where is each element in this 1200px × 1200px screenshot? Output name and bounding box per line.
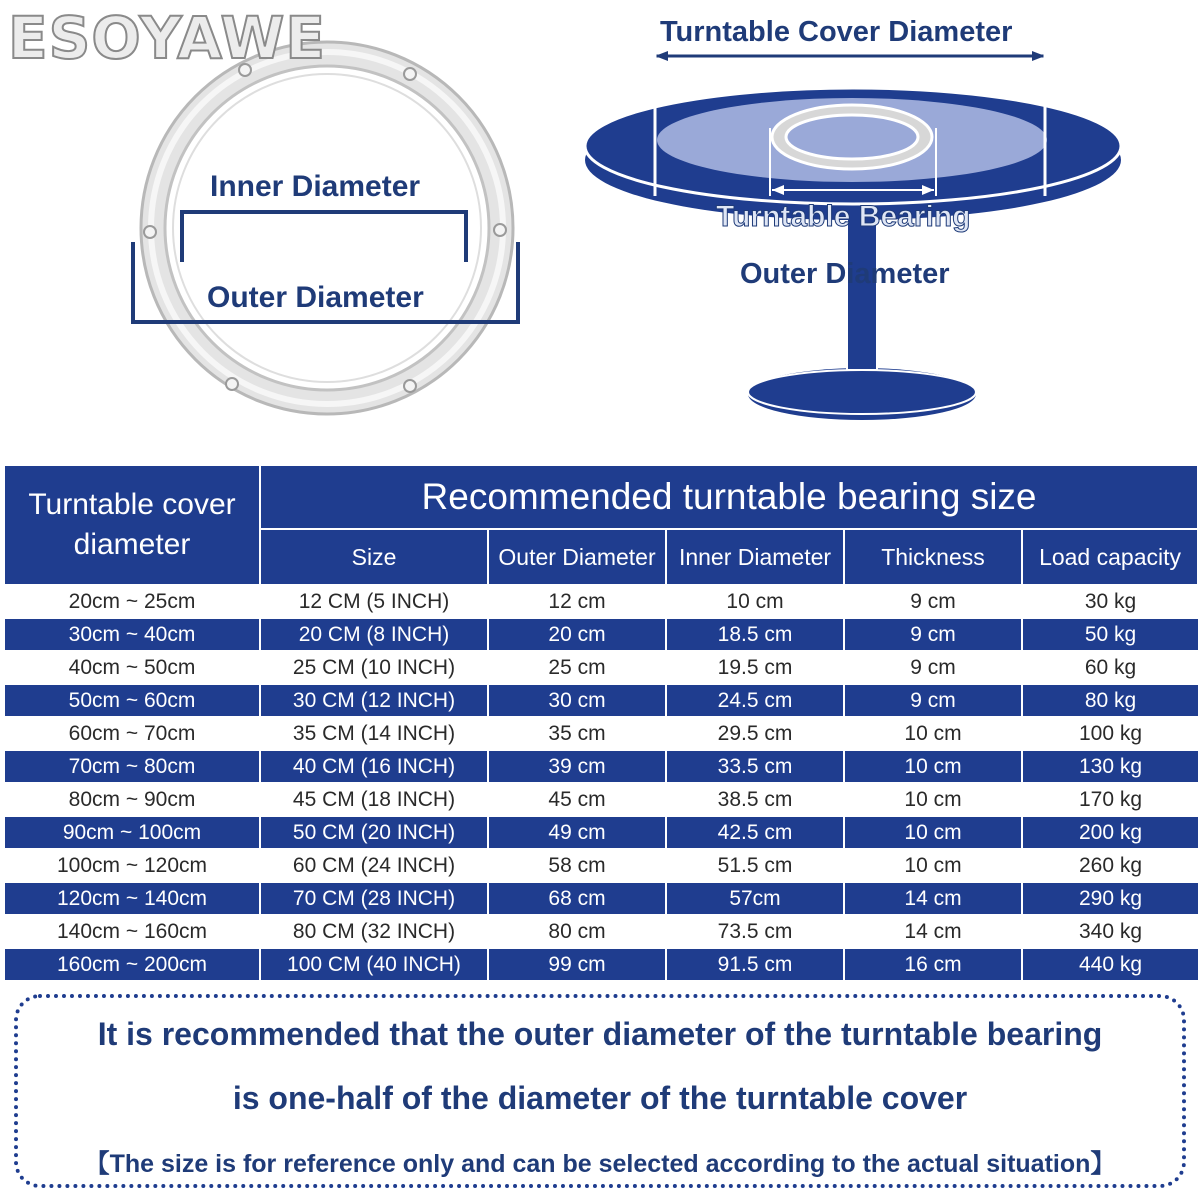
col-header-thickness: Thickness: [844, 529, 1022, 585]
table-row: [4, 849, 1198, 882]
table-cell: 290 kg: [1022, 882, 1198, 915]
table-cell: 58 cm: [488, 849, 666, 882]
table-cell: 10 cm: [844, 816, 1022, 849]
table-row: [4, 717, 1198, 750]
table-row: [4, 750, 1198, 783]
table-row: [4, 651, 1198, 684]
note-line-1: It is recommended that the outer diameter of the turntable bearing: [97, 1016, 1103, 1052]
col-header-inner-diameter: Inner Diameter: [666, 529, 844, 585]
table-row: [4, 816, 1198, 849]
table-cell: 160cm ~ 200cm: [4, 948, 260, 981]
table-body: [4, 585, 1198, 981]
table-cell: 440 kg: [1022, 948, 1198, 981]
table-cell: 10 cm: [844, 849, 1022, 882]
table-cell: 12 cm: [488, 585, 666, 618]
table-cell: 35 CM (14 INCH): [260, 717, 488, 750]
recommendation-note: [14, 994, 1186, 1188]
table-cell: 130 kg: [1022, 750, 1198, 783]
table-cell: 50 kg: [1022, 618, 1198, 651]
col-header-load-capacity: Load capacity: [1022, 529, 1198, 585]
table-cell: 39 cm: [488, 750, 666, 783]
table-cell: 91.5 cm: [666, 948, 844, 981]
table-cell: 9 cm: [844, 618, 1022, 651]
col-header-size: Size: [260, 529, 488, 585]
table-cell: 14 cm: [844, 915, 1022, 948]
table-cell: 70 CM (28 INCH): [260, 882, 488, 915]
table-row: [4, 618, 1198, 651]
table-cell: 51.5 cm: [666, 849, 844, 882]
note-line-2: is one-half of the diameter of the turntable cover: [232, 1080, 968, 1116]
table-cell: 73.5 cm: [666, 915, 844, 948]
col-header-outer-diameter: Outer Diameter: [488, 529, 666, 585]
table-cell: 16 cm: [844, 948, 1022, 981]
table-cell: 68 cm: [488, 882, 666, 915]
table-cell: 30 kg: [1022, 585, 1198, 618]
table-cell: 40cm ~ 50cm: [4, 651, 260, 684]
table-row: [4, 882, 1198, 915]
table-cell: 42.5 cm: [666, 816, 844, 849]
table-cell: 80 cm: [488, 915, 666, 948]
table-cell: 30 cm: [488, 684, 666, 717]
table-cell: 35 cm: [488, 717, 666, 750]
table-row: [4, 684, 1198, 717]
table-cell: 80cm ~ 90cm: [4, 783, 260, 816]
recommended-size-header: Recommended turntable bearing size: [260, 465, 1198, 529]
bearing-ring-illustration: [133, 42, 518, 414]
table-cell: 18.5 cm: [666, 618, 844, 651]
cover-diameter-label: Turntable Cover Diameter: [660, 16, 1013, 48]
table-cell: 100 kg: [1022, 717, 1198, 750]
table-row: [4, 948, 1198, 981]
table-cell: 70cm ~ 80cm: [4, 750, 260, 783]
table-cell: 30cm ~ 40cm: [4, 618, 260, 651]
table-cell: 60 kg: [1022, 651, 1198, 684]
table-cell: 340 kg: [1022, 915, 1198, 948]
table-cell: 50cm ~ 60cm: [4, 684, 260, 717]
cover-diameter-header: Turntable cover diameter: [4, 465, 260, 585]
table-cell: 80 CM (32 INCH): [260, 915, 488, 948]
table-cell: 99 cm: [488, 948, 666, 981]
table-cell: 20 cm: [488, 618, 666, 651]
table-cell: 10 cm: [844, 717, 1022, 750]
outer-diameter-label: Outer Diameter: [207, 281, 424, 314]
table-cell: 30 CM (12 INCH): [260, 684, 488, 717]
table-cell: 90cm ~ 100cm: [4, 816, 260, 849]
table-cell: 10 cm: [844, 750, 1022, 783]
table-cell: 25 CM (10 INCH): [260, 651, 488, 684]
table-cell: 57cm: [666, 882, 844, 915]
note-disclaimer: 【The size is for reference only and can be selected according to the actual situation】: [84, 1150, 1116, 1178]
table-cell: 100cm ~ 120cm: [4, 849, 260, 882]
table-cell: 49 cm: [488, 816, 666, 849]
table-row: [4, 915, 1198, 948]
table-cell: 20 CM (8 INCH): [260, 618, 488, 651]
turntable-bearing-label: Turntable Bearing: [716, 200, 971, 233]
table-cell: 40 CM (16 INCH): [260, 750, 488, 783]
table-cell: 50 CM (20 INCH): [260, 816, 488, 849]
table-cell: 170 kg: [1022, 783, 1198, 816]
table-cell: 45 CM (18 INCH): [260, 783, 488, 816]
table-cell: 80 kg: [1022, 684, 1198, 717]
table-cell: 10 cm: [666, 585, 844, 618]
table-row: [4, 585, 1198, 618]
table-cell: 260 kg: [1022, 849, 1198, 882]
table-cell: 100 CM (40 INCH): [260, 948, 488, 981]
table-cell: 60cm ~ 70cm: [4, 717, 260, 750]
table-cell: 140cm ~ 160cm: [4, 915, 260, 948]
table-cell: 14 cm: [844, 882, 1022, 915]
outer-diameter-label-right: Outer Diameter: [740, 258, 950, 290]
table-cell: 9 cm: [844, 684, 1022, 717]
table-cell: 45 cm: [488, 783, 666, 816]
table-cell: 33.5 cm: [666, 750, 844, 783]
table-cell: 25 cm: [488, 651, 666, 684]
table-cell: 29.5 cm: [666, 717, 844, 750]
table-cell: 200 kg: [1022, 816, 1198, 849]
table-cell: 120cm ~ 140cm: [4, 882, 260, 915]
brand-watermark: ESOYAWE: [8, 4, 326, 72]
table-illustration: [585, 51, 1121, 420]
table-cell: 38.5 cm: [666, 783, 844, 816]
table-cell: 12 CM (5 INCH): [260, 585, 488, 618]
table-cell: 9 cm: [844, 585, 1022, 618]
table-cell: 24.5 cm: [666, 684, 844, 717]
size-table: [3, 464, 1199, 982]
inner-diameter-label: Inner Diameter: [210, 170, 421, 203]
table-cell: 19.5 cm: [666, 651, 844, 684]
table-row: [4, 783, 1198, 816]
table-cell: 9 cm: [844, 651, 1022, 684]
table-cell: 20cm ~ 25cm: [4, 585, 260, 618]
table-cell: 10 cm: [844, 783, 1022, 816]
table-cell: 60 CM (24 INCH): [260, 849, 488, 882]
